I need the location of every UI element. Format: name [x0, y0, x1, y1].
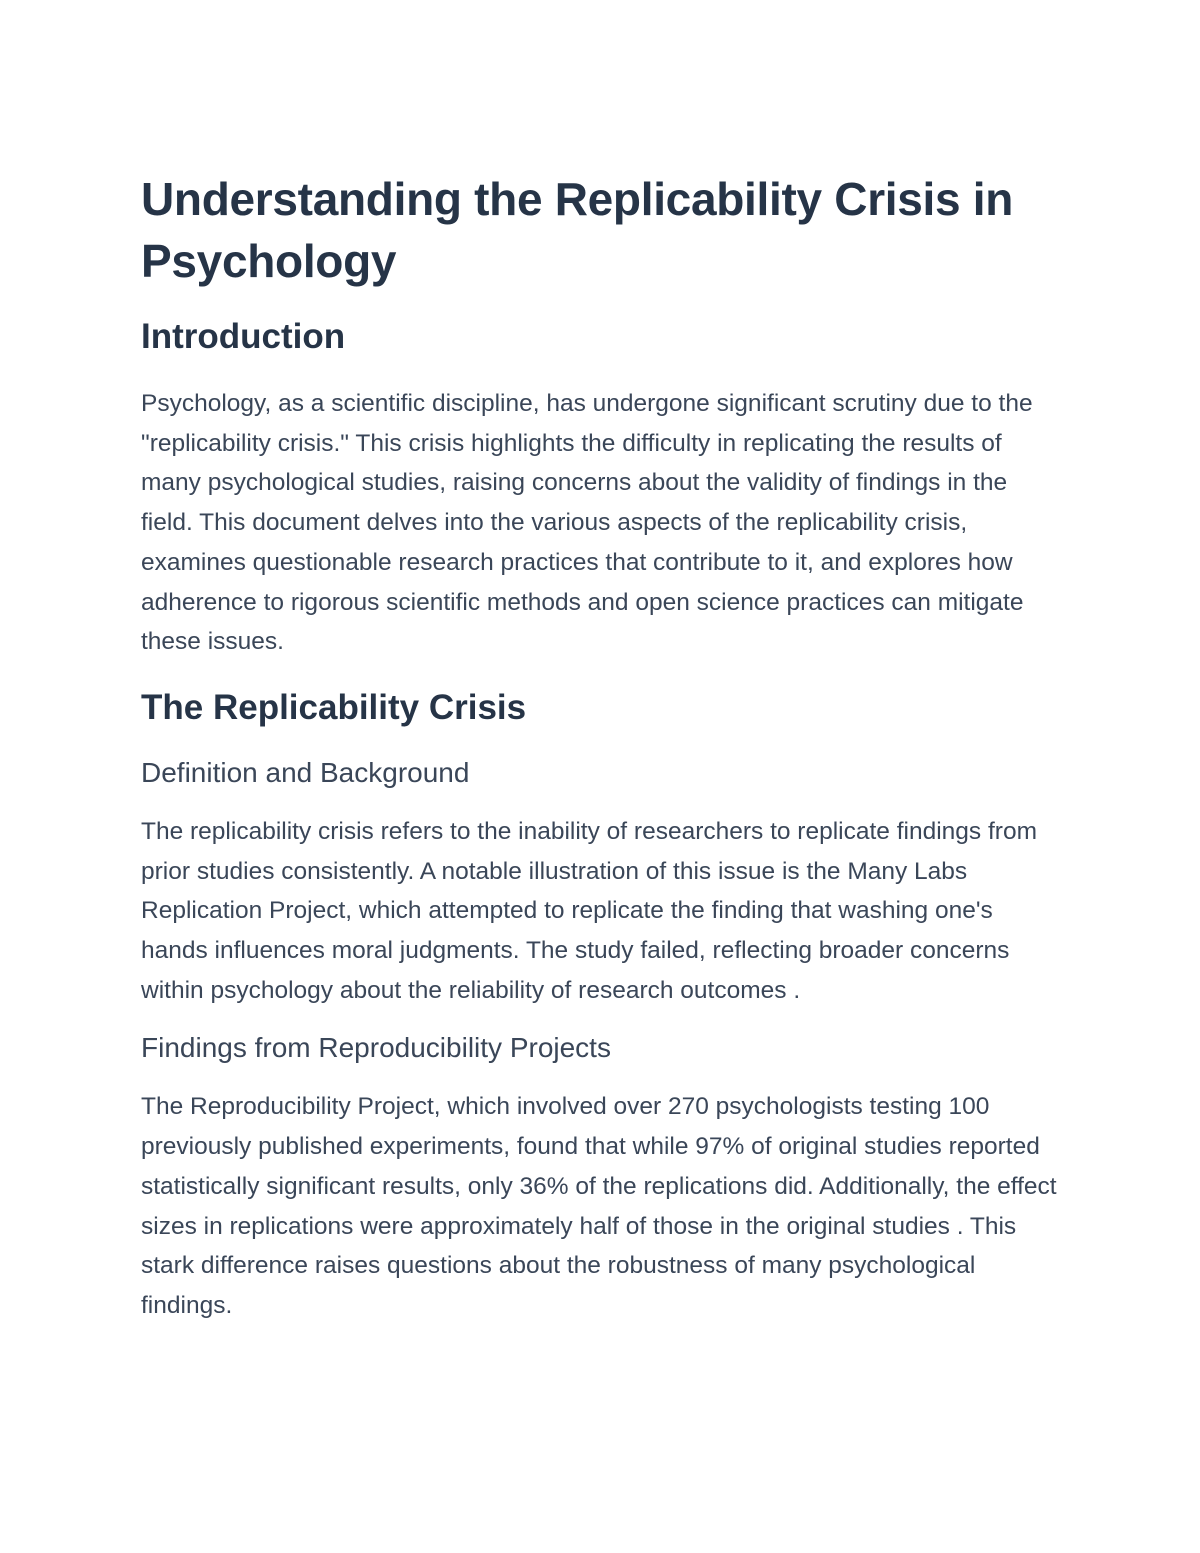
introduction-paragraph: Psychology, as a scientific discipline, has undergone significant scrutiny due to the "replicability crisis." This crisis highlights the difficulty in replicating the results of many psychological studies, raising concerns about the validity of findings in the field. This document delves into the various aspects of the replicability crisis, examines questionable research practices that contribute to it, and explores how adherence to rigorous scientific methods and open science practices can mitigate these issues.: [141, 390, 1033, 656]
reproducibility-findings-heading: Findings from Reproducibility Projects: [141, 1032, 611, 1064]
document-page: [141, 168, 1061, 1326]
definition-background-heading: Definition and Background: [141, 756, 470, 788]
replicability-crisis-heading: The Replicability Crisis: [141, 687, 527, 727]
introduction-heading: Introduction: [141, 317, 346, 356]
reproducibility-findings-paragraph: The Reproducibility Project, which involved over 270 psychologists testing 100 previously published experiments, found that while 97% of original studies reported statistically significant results, only 36% of the replications did. Additionally, the effect sizes in replications were approximately half of those in the original studies . This stark difference raises questions about the robustness of many psychological findings.: [141, 1093, 1057, 1319]
definition-background-paragraph: The replicability crisis refers to the inability of researchers to replicate findings from prior studies consistently. A notable illustration of this issue is the Many Labs Replication Project, which attempted to replicate the finding that washing one's hands influences moral judgments. The study failed, reflecting broader concerns within psychology about the reliability of research outcomes .: [141, 817, 1037, 1004]
document-title: Understanding the Replicability Crisis in Psychology: [141, 173, 1014, 287]
